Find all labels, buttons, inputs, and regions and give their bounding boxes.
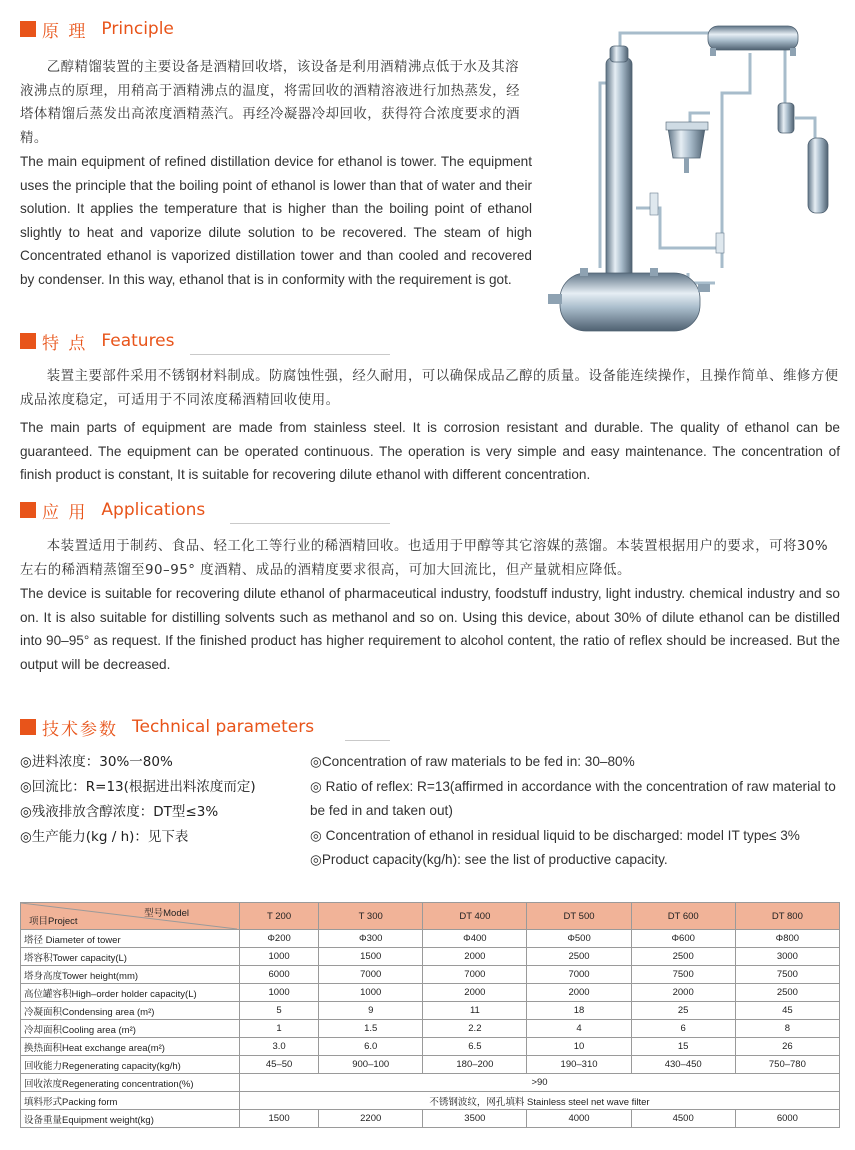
- features-body: [20, 365, 840, 487]
- table-cell: >90: [240, 1074, 840, 1092]
- section-heading-principle: [20, 16, 174, 42]
- principle-en-text: The main equipment of refined distillation device for ethanol is tower. The equipment uses the principle that the boiling point of ethanol is lower than that of water and their solution. It applies the temperature that is higher than the boiling point of ethanol slightly to heat and vaporize dilute solution to be recovered. The steam of high Concentrated ethanol is vaporized distillation tower and than cooled and recovered by condenser. In this way, ethanol that is in conformity with the requirement is got.: [20, 154, 532, 287]
- spec-item-cn: ◎生产能力(kg / h)：见下表: [20, 829, 189, 845]
- table-cell: 3000: [735, 948, 839, 966]
- table-header-row: [21, 903, 840, 930]
- section-heading-technical: [20, 714, 314, 740]
- table-cell: 7000: [423, 966, 527, 984]
- spec-item-en: ◎Concentration of raw materials to be fed in: 30–80%: [310, 754, 635, 769]
- spec-item-en: ◎ Concentration of ethanol in residual liquid to be discharged: model IT type≤ 3%: [310, 827, 800, 843]
- row-label: 回收浓度Regenerating concentration(%): [21, 1074, 240, 1092]
- spec-item-en: ◎Product capacity(kg/h): see the list of productive capacity.: [310, 852, 668, 867]
- table-cell: 4: [527, 1020, 631, 1038]
- section-title-en: Applications: [101, 500, 206, 520]
- features-en-text: The main parts of equipment are made from stainless steel. It is corrosion resistant and durable. The quality of ethanol can be guaranteed. The equipment can be operated continuous. The operation is very simple and easy maintenance. The concentration of finish product is constant, It is suitable for recovering dilute ethanol with different concentration.: [20, 420, 840, 482]
- table-cell: 25: [631, 1002, 735, 1020]
- table-cell: 430–450: [631, 1056, 735, 1074]
- section-title-cn: 特 点: [42, 333, 88, 354]
- spec-item-cn: ◎残液排放含醇浓度：DT型≤3%: [20, 804, 219, 820]
- table-cell: 7000: [319, 966, 423, 984]
- table-cell: 1000: [240, 984, 319, 1002]
- table-cell: Φ200: [240, 930, 319, 948]
- parameters-table: [20, 902, 840, 1128]
- orange-square-icon: [20, 333, 36, 349]
- table-row: [21, 948, 840, 966]
- table-cell: 3.0: [240, 1038, 319, 1056]
- principle-body: [20, 56, 532, 291]
- spec-item-cn: ◎回流比：R=13(根据进出料浓度而定): [20, 779, 256, 795]
- table-row: [21, 1110, 840, 1128]
- table-cell: 2500: [735, 984, 839, 1002]
- table-cell: Φ400: [423, 930, 527, 948]
- orange-square-icon: [20, 21, 36, 37]
- table-cell: 180–200: [423, 1056, 527, 1074]
- spec-item-en: ◎ Ratio of reflex: R=13(affirmed in accordance with the concentration of raw material to be fed in and taken out): [310, 778, 836, 818]
- table-cell: 1500: [319, 948, 423, 966]
- section-title-en: Features: [101, 331, 175, 351]
- section-divider: [230, 523, 390, 524]
- row-label: 回收能力Regenerating capacity(kg/h): [21, 1056, 240, 1074]
- row-label: 塔身高度Tower height(mm): [21, 966, 240, 984]
- technical-en-list: [310, 750, 845, 873]
- table-cell: 不锈钢波纹，网孔填料 Stainless steel net wave filter: [240, 1092, 840, 1110]
- table-cell: 10: [527, 1038, 631, 1056]
- corner-model-label: 型号Model: [144, 908, 189, 919]
- row-label: 冷却面积Cooling area (m²): [21, 1020, 240, 1038]
- section-heading-applications: [20, 497, 205, 523]
- table-cell: 4500: [631, 1110, 735, 1128]
- table-row: [21, 1056, 840, 1074]
- table-cell: 1000: [319, 984, 423, 1002]
- applications-cn-text: 本装置适用于制药、食品、轻工化工等行业的稀酒精回收。也适用于甲醇等其它溶媒的蒸馏。本装置根据用户的要求，可将30%左右的稀酒精蒸馏至90–95° 度酒精、成品的酒精度要求很高，可加大回流比，但产量就相应降低。: [20, 539, 829, 578]
- table-cell: 6000: [240, 966, 319, 984]
- table-corner-cell: [21, 903, 240, 930]
- row-label: 高位罐容积High–order holder capacity(L): [21, 984, 240, 1002]
- table-cell: 3500: [423, 1110, 527, 1128]
- table-cell: Φ600: [631, 930, 735, 948]
- column-header: DT 600: [631, 903, 735, 930]
- table-cell: 11: [423, 1002, 527, 1020]
- table-cell: 8: [735, 1020, 839, 1038]
- table-cell: 1.5: [319, 1020, 423, 1038]
- section-title-en: Principle: [101, 19, 174, 39]
- spec-item-cn: ◎进料浓度：30%一80%: [20, 754, 173, 770]
- table-row: [21, 984, 840, 1002]
- table-cell: 6000: [735, 1110, 839, 1128]
- table-cell: 5: [240, 1002, 319, 1020]
- column-header: T 300: [319, 903, 423, 930]
- section-title-cn: 应 用: [42, 502, 88, 523]
- table-cell: 45: [735, 1002, 839, 1020]
- section-divider: [345, 740, 390, 741]
- row-label: 填料形式Packing form: [21, 1092, 240, 1110]
- corner-project-label: 项目Project: [29, 916, 78, 927]
- column-header: DT 400: [423, 903, 527, 930]
- row-label: 设备重量Equipment weight(kg): [21, 1110, 240, 1128]
- table-cell: 45–50: [240, 1056, 319, 1074]
- table-row: [21, 966, 840, 984]
- table-cell: 2500: [527, 948, 631, 966]
- row-label: 塔径 Diameter of tower: [21, 930, 240, 948]
- table-cell: 6: [631, 1020, 735, 1038]
- table-cell: 9: [319, 1002, 423, 1020]
- table-cell: Φ300: [319, 930, 423, 948]
- table-cell: 2200: [319, 1110, 423, 1128]
- table-row: [21, 1038, 840, 1056]
- section-heading-features: [20, 328, 175, 354]
- table-cell: 1500: [240, 1110, 319, 1128]
- table-cell: 2500: [631, 948, 735, 966]
- technical-cn-list: [20, 750, 310, 850]
- row-label: 塔容积Tower capacity(L): [21, 948, 240, 966]
- table-cell: 2000: [423, 948, 527, 966]
- table-cell: 7500: [631, 966, 735, 984]
- table-row: [21, 930, 840, 948]
- table-cell: Φ800: [735, 930, 839, 948]
- table-cell: 190–310: [527, 1056, 631, 1074]
- table-cell: 7000: [527, 966, 631, 984]
- column-header: DT 800: [735, 903, 839, 930]
- distillation-tower-illustration: [540, 18, 840, 338]
- table-cell: 18: [527, 1002, 631, 1020]
- table-cell: 1000: [240, 948, 319, 966]
- principle-cn-text: 乙醇精馏装置的主要设备是酒精回收塔，该设备是利用酒精沸点低于水及其溶液沸点的原理，用稍高于酒精沸点的温度，将需回收的酒精溶液进行加热蒸发，经塔体精馏后蒸发出高浓度酒精蒸汽。再经冷凝器冷却回收，获得符合浓度要求的酒精。: [20, 60, 521, 146]
- table-row: [21, 1092, 840, 1110]
- table-cell: 2000: [631, 984, 735, 1002]
- table-cell: 900–100: [319, 1056, 423, 1074]
- table-row: [21, 1074, 840, 1092]
- orange-square-icon: [20, 502, 36, 518]
- features-cn-text: 装置主要部件采用不锈钢材料制成。防腐蚀性强，经久耐用，可以确保成品乙醇的质量。设备能连续操作，且操作简单、维修方便成品浓度稳定，可适用于不同浓度稀酒精回收使用。: [20, 369, 839, 408]
- column-header: T 200: [240, 903, 319, 930]
- applications-body: [20, 535, 840, 676]
- section-divider: [190, 354, 390, 355]
- section-title-cn: 原 理: [42, 21, 88, 42]
- table-cell: 26: [735, 1038, 839, 1056]
- table-cell: 15: [631, 1038, 735, 1056]
- orange-square-icon: [20, 719, 36, 735]
- table-row: [21, 1020, 840, 1038]
- applications-en-text: The device is suitable for recovering dilute ethanol of pharmaceutical industry, foodstuff industry, light industry. chemical industry and so on. It is also suitable for distilling solvents such as methanol and so on. Using this device, about 30% of dilute ethanol can be distilled into 90–95° as request. If the finished product has higher requirement to alcohol content, the ratio of reflex should be increased. But the output will be decreased.: [20, 586, 840, 672]
- table-cell: 2000: [527, 984, 631, 1002]
- table-cell: 750–780: [735, 1056, 839, 1074]
- table-cell: 2000: [423, 984, 527, 1002]
- column-header: DT 500: [527, 903, 631, 930]
- section-title-cn: 技术参数: [42, 719, 118, 740]
- table-cell: 6.0: [319, 1038, 423, 1056]
- table-cell: Φ500: [527, 930, 631, 948]
- row-label: 换热面积Heat exchange area(m²): [21, 1038, 240, 1056]
- section-title-en: Technical parameters: [132, 717, 315, 737]
- table-row: [21, 1002, 840, 1020]
- row-label: 冷凝面积Condensing area (m²): [21, 1002, 240, 1020]
- table-cell: 6.5: [423, 1038, 527, 1056]
- table-cell: 4000: [527, 1110, 631, 1128]
- table-cell: 7500: [735, 966, 839, 984]
- table-cell: 2.2: [423, 1020, 527, 1038]
- table-cell: 1: [240, 1020, 319, 1038]
